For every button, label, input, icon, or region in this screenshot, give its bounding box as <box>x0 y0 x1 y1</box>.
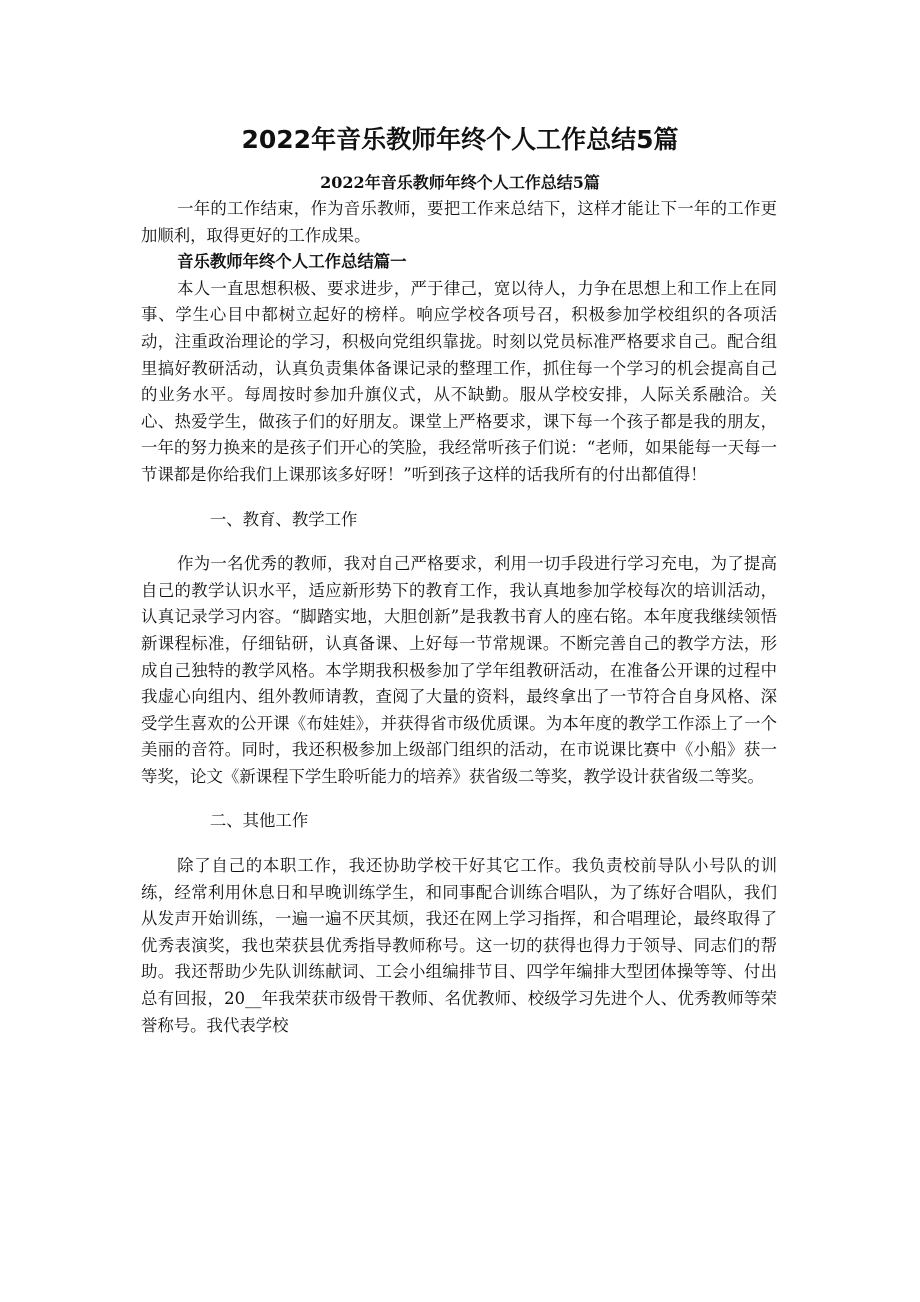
page-title: 2022年音乐教师年终个人工作总结5篇 <box>241 125 679 154</box>
subtitle: 2022年音乐教师年终个人工作总结5篇 <box>320 173 600 192</box>
paragraph-3: 除了自己的本职工作，我还协助学校干好其它工作。我负责校前导队小号队的训练，经常利用休息日和早晚训练学生，和同事配合训练合唱队，为了练好合唱队，我们从发声开始训练，一遍一遍不厌其烦，我还在网上学习指挥，和合唱理论，最终取得了优秀表演奖，我也荣获县优秀指导教师称号。这一切的获得也得力于领导、同志们的帮助。我还帮助少先队训练献词、工会小组编排节目、四学年编排大型团体操等等、付出总有回报，20__年我荣获市级骨干教师、名优教师、校级学习先进个人、优秀教师等荣誉称号。我代表学校 <box>141 856 777 1035</box>
section-2-title: 二、其他工作 <box>209 811 309 831</box>
intro-paragraph: 一年的工作结束，作为音乐教师，要把工作来总结下，这样才能让下一年的工作更加顺利，取得更好的工作成果。 <box>141 199 777 245</box>
chapter-heading: 音乐教师年终个人工作总结篇一 <box>177 252 407 272</box>
document-body <box>141 196 777 1039</box>
section-1-title: 一、教育、教学工作 <box>209 509 358 529</box>
paragraph-1: 本人一直思想积极、要求进步，严于律己，宽以待人，力争在思想上和工作上在同事、学生心目中都树立起好的榜样。响应学校各项号召，积极参加学校组织的各项活动，注重政治理论的学习，积极向党组织靠拢。时刻以党员标准严格要求自己。配合组里搞好教研活动，认真负责集体备课记录的整理工作，抓住每一个学习的机会提高自己的业务水平。每周按时参加升旗仪式，从不缺勤。服从学校安排，人际关系融洽。关心、热爱学生，做孩子们的好朋友。课堂上严格要求，课下每一个孩子都是我的朋友，一年的努力换来的是孩子们开心的笑脸，我经常听孩子们说：“老师，如果能每一天每一节课都是你给我们上课那该多好呀！”听到孩子这样的话我所有的付出都值得！ <box>141 278 777 484</box>
paragraph-2: 作为一名优秀的教师，我对自己严格要求，利用一切手段进行学习充电，为了提高自己的教学认识水平，适应新形势下的教育工作，我认真地参加学校每次的培训活动，认真记录学习内容。“脚踏实地，大胆创新”是我教书育人的座右铭。本年度我继续领悟新课程标准，仔细钻研，认真备课、上好每一节常规课。不断完善自己的教学方法，形成自己独特的教学风格。本学期我积极参加了学年组教研活动，在准备公开课的过程中我虚心向组内、组外教师请教，查阅了大量的资料，最终拿出了一节符合自身风格、深受学生喜欢的公开课《布娃娃》，并获得省市级优质课。为本年度的教学工作添上了一个美丽的音符。同时，我还积极参加上级部门组织的活动，在市说课比赛中《小船》获一等奖，论文《新课程下学生聆听能力的培养》获省级二等奖，教学设计获省级二等奖。 <box>141 554 777 786</box>
